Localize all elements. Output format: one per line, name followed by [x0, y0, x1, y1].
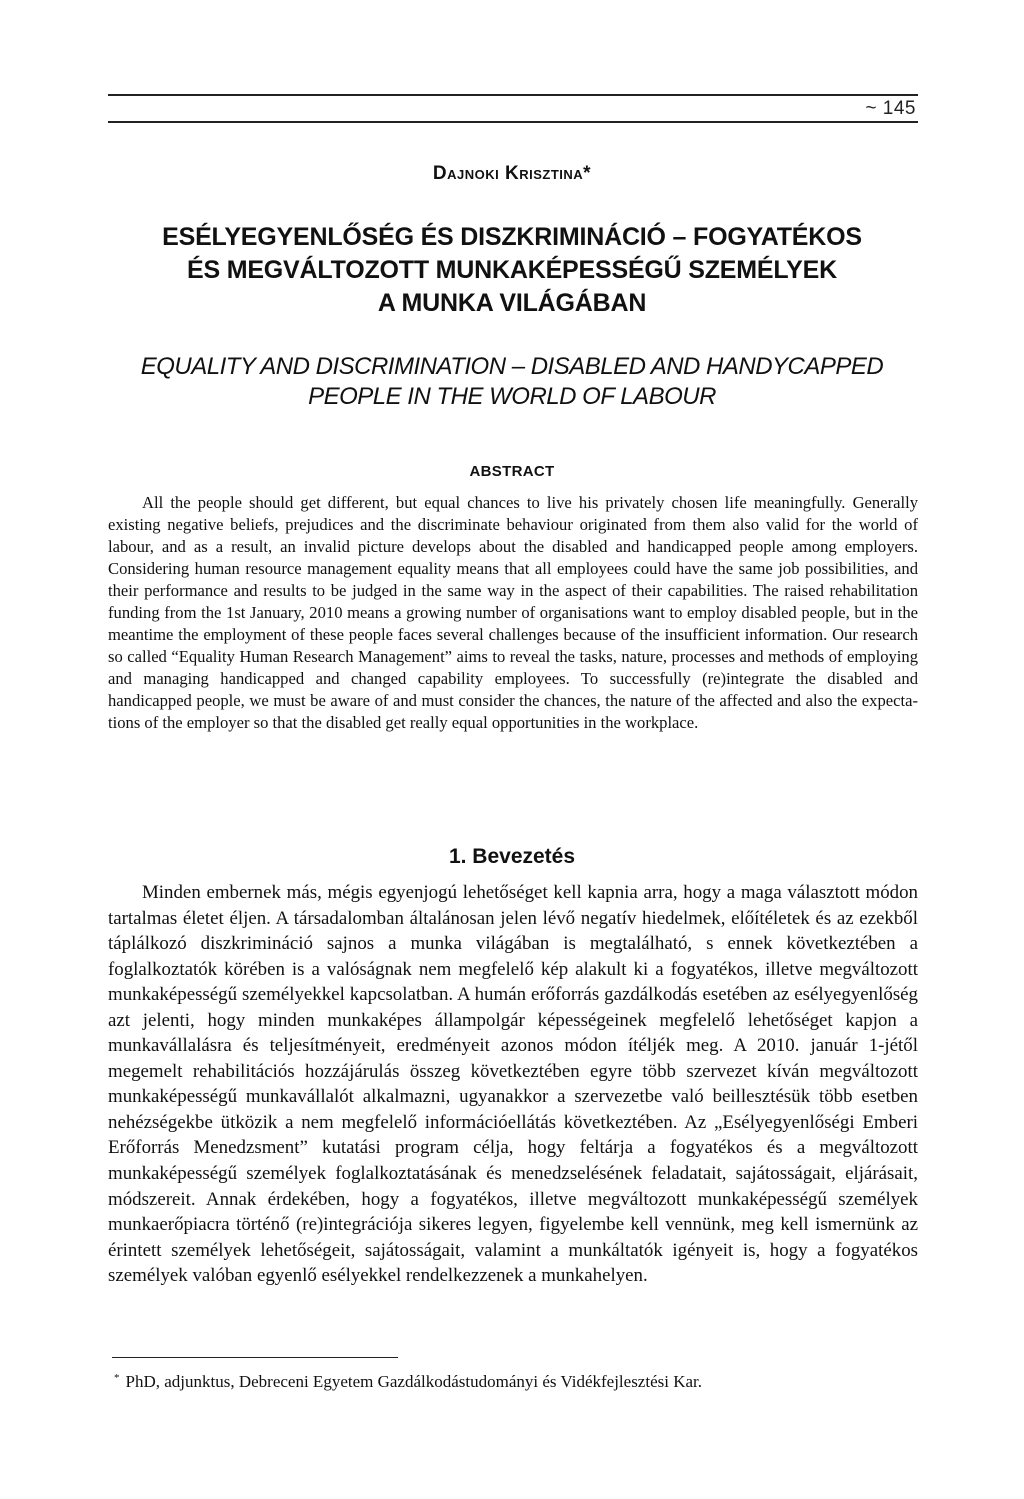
title-hungarian-line-1: ESÉLYEGYENLŐSÉG ÉS DISZKRIMINÁCIÓ – FOGYATÉKOS — [162, 223, 862, 251]
footnote — [114, 1372, 918, 1392]
author-name: Dajnoki Krisztina* — [432, 163, 592, 184]
title-hungarian-line-2: ÉS MEGVÁLTOZOTT MUNKAKÉPESSÉGŰ SZEMÉLYEK — [187, 256, 837, 284]
footnote-text: PhD, adjunktus, Debreceni Egyetem Gazdálkodástudományi és Vidékfejlesztési Kar. — [125, 1372, 703, 1391]
header-rule-top — [108, 94, 918, 96]
introduction-paragraph: Minden embernek más, mégis egyenjogú lehetőséget kell kapnia arra, hogy a maga választott módon tartalmas életet éljen. A társadalomban általánosan jelen lévő negatív hiedelmek, előítéletek és az ezekből táplálkozó diszkrimináció sajnos a munka világában is megtalálható, s ennek következtében a foglalkoztatók körében is a valóságnak nem megfelelő kép alakult ki a fogyatékos, illetve megváltozott munkaképességű személyekkel kapcsolatban. A humán erőforrás gazdálkodás esetében az esélyegyenlőség azt jelenti, hogy minden munkaképes állampolgár képességeinek megfelelő lehetőséget kapjon a munkavállalásra és teljesítményeit, eredményeit azonos módon ítéljék meg. A 2010. január 1-jétől megemelt rehabilitációs hozzájárulás összeg következtében egyre több szervezet kíván megváltozott munkaképességű munkavállalót alkalmazni, ugyanakkor a szervezetbe való beillesztésük több esetben nehézségekbe ütközik a nem megfelelő információellátás következtében. Az „Esélyegyenlőségi Emberi Erőforrás Menedzsment” kutatási program célja, hogy feltárja a fogyatékos és a megváltozott munkaképességű személyek foglalkoztatásának és menedzselésének feladatait, sajátosságait, eljárásait, módszereit. Annak érdekében, hogy a fogyatékos, illetve megváltozott munkaképességű személyek munkaerőpiacra történő (re)integrációja sikeres legyen, figyelembe kell vennünk, meg kell ismernünk az érintett személyek lehetőségeit, sajátosságait, valamint a munkáltatók igényeit is, hogy a fogyatékos személyek valóban egyenlő esélyekkel rendelkezzenek a munkahelyen. — [108, 882, 918, 1287]
title-english-line-2: PEOPLE IN THE WORLD OF LABOUR — [308, 383, 716, 410]
section-heading-introduction: 1. Bevezetés — [448, 845, 576, 868]
title-english-line-1: EQUALITY AND DISCRIMINATION – DISABLED AND HANDYCAPPED — [140, 353, 884, 380]
abstract-paragraph: All the people should get different, but equal chances to live his privately chosen life meaningfully. Generally existing negative beliefs, prejudices and the discriminate behaviour originated from them also valid for the world of labour, and as a result, an invalid picture develops about the disabled and handicapped people among employers. Considering human resource management equality means that all employees could have the same job possibilities, and their performance and results to be judged in the same way in the aspect of their capabilities. The raised rehabilitation funding from the 1st January, 2010 means a growing number of organisations want to employ disabled people, but in the meantime the employment of these people faces several challenges because of the insufficient information. Our research so called “Equality Human Research Management” aims to reveal the tasks, nature, processes and methods of employing and managing handicapped and changed capability employees. To successfully (re)integrate the disabled and handicapped people, we must be aware of and must consider the chances, the nature of the affected and also the expectations of the employer so that the disabled get really equal opportunities in the workplace. — [108, 493, 918, 732]
title-hungarian-line-3: A MUNKA VILÁGÁBAN — [377, 289, 647, 317]
header-rule-bottom — [108, 121, 918, 123]
title-english — [0, 352, 1024, 412]
page-number: ~ 145 — [865, 98, 916, 119]
title-hungarian — [0, 221, 1024, 320]
abstract-heading: ABSTRACT — [469, 463, 555, 480]
footnote-rule — [112, 1357, 398, 1358]
footnote-mark: * — [114, 1372, 120, 1384]
